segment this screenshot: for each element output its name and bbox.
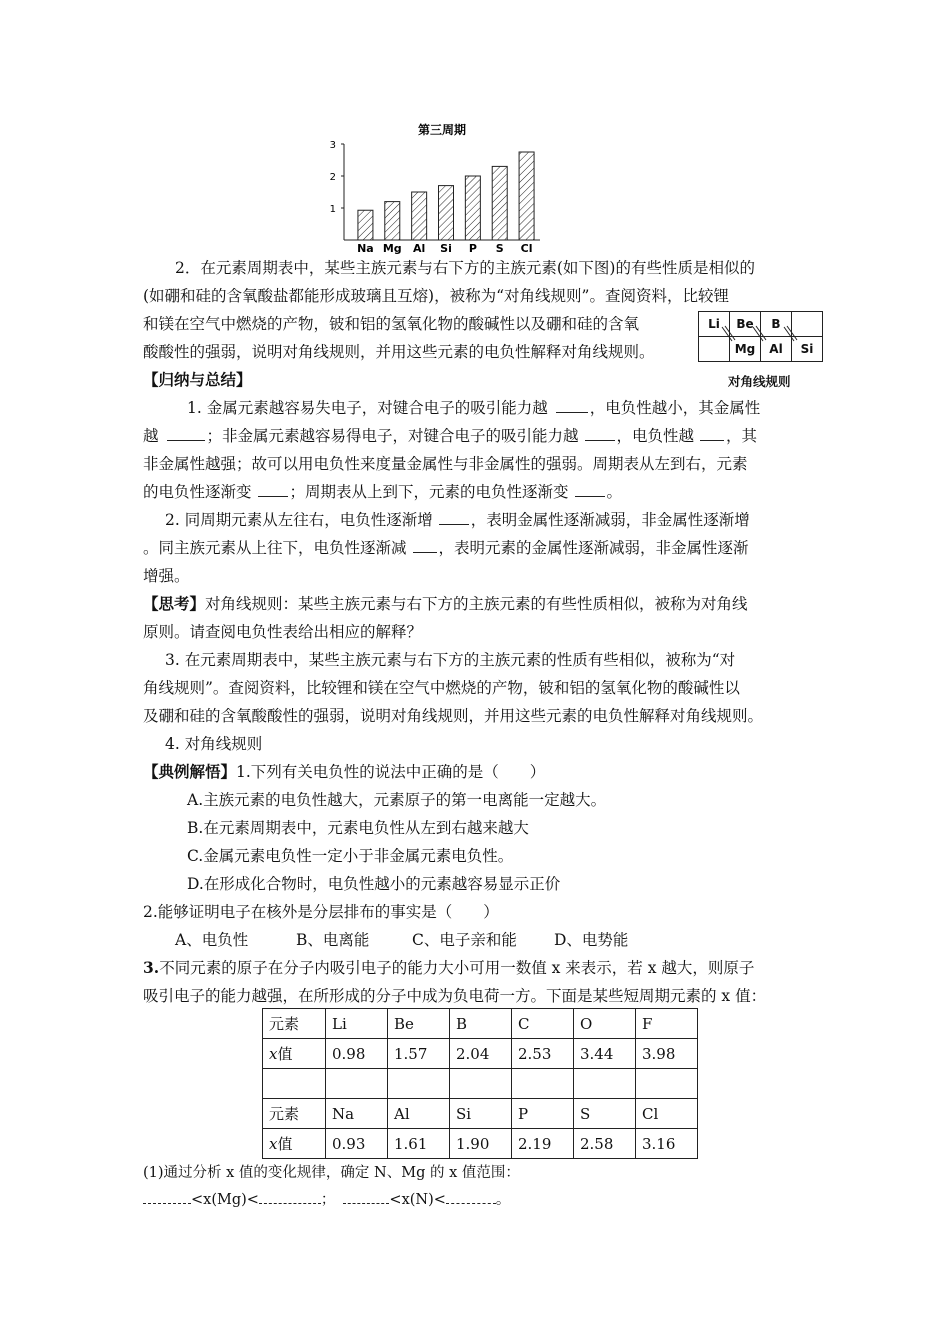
row-header-cell (263, 1069, 326, 1099)
table-cell: 3.98 (636, 1039, 698, 1069)
answer-blank[interactable] (585, 426, 615, 441)
table-cell: O (574, 1009, 636, 1039)
q1-option-a: A.主族元素的电负性越大，元素原子的第一电离能一定越大。 (187, 791, 607, 809)
summary-text: ，电负性越 (616, 427, 695, 445)
cell-al: Al (760, 336, 792, 362)
bar (412, 192, 427, 240)
y-tick-label: 1 (329, 204, 336, 215)
table-cell: Be (388, 1009, 450, 1039)
table-cell: 2.19 (512, 1129, 574, 1159)
table-cell (512, 1069, 574, 1099)
summary-text: ；非金属元素越容易得电子，对键合电子的吸引能力越 (206, 427, 579, 445)
row-header-cell: x值 (263, 1039, 326, 1069)
q2-line-1: 2．在元素周期表中，某些主族元素与右下方的主族元素(如下图)的有些性质是相似的 (175, 259, 755, 277)
table-cell: C (512, 1009, 574, 1039)
table-cell: 3.16 (636, 1129, 698, 1159)
y-tick-label: 3 (329, 140, 336, 151)
table-row (263, 1129, 698, 1159)
summary-text: ，表明金属性逐渐减弱，非金属性逐渐增 (470, 511, 750, 529)
table-cell (636, 1069, 698, 1099)
answer-blank[interactable] (143, 1189, 191, 1204)
summary-p1-line-3: 非金属性越强；故可以用电负性来度量金属性与非金属性的强弱。周期表从左到右，元素 (143, 455, 748, 473)
summary-text: 2. 同周期元素从左往右，电负性逐渐增 (165, 511, 433, 529)
table-cell: 2.58 (574, 1129, 636, 1159)
table-row (263, 1069, 698, 1099)
end-mark: 。 (495, 1192, 511, 1208)
table-cell: Na (326, 1099, 388, 1129)
sub1-line-1: (1)通过分析 x 值的变化规律，确定 N、Mg 的 x 值范围： (143, 1165, 520, 1181)
item4: 4. 对角线规则 (165, 735, 263, 753)
answer-blank[interactable] (446, 1189, 496, 1204)
x-tick-label: Na (357, 242, 374, 255)
answer-blank[interactable] (413, 538, 437, 553)
table-cell: 2.53 (512, 1039, 574, 1069)
q1-option-d: D.在形成化合物时，电负性越小的元素越容易显示正价 (187, 875, 561, 893)
table-cell (450, 1069, 512, 1099)
table-cell: 0.98 (326, 1039, 388, 1069)
cell-li: Li (698, 311, 730, 337)
row-header-cell: 元素 (263, 1009, 326, 1039)
q2-stem: 2.能够证明电子在核外是分层排布的事实是（ ） (143, 903, 499, 921)
table-cell: 0.93 (326, 1129, 388, 1159)
period3-electronegativity-chart (318, 122, 548, 258)
q2-option-a: A、电负性 (175, 931, 249, 949)
summary-p2-line-3: 增强。 (143, 567, 190, 585)
q2-line-4: 酸酸性的强弱，说明对角线规则，并用这些元素的电负性解释对角线规则。 (143, 343, 655, 361)
summary-text: ，其 (726, 427, 758, 445)
table-cell: Cl (636, 1099, 698, 1129)
summary-heading: 【归纳与总结】 (143, 370, 252, 389)
item3-line-2: 角线规则”。查阅资料，比较锂和镁在空气中燃烧的产物，铍和铝的氢氧化物的酸碱性以 (143, 679, 740, 697)
summary-p1-line-4 (143, 481, 622, 503)
summary-text: ，电负性越小，其金属性 (589, 399, 761, 417)
bar (439, 186, 454, 240)
row-header-cell: x值 (263, 1129, 326, 1159)
answer-blank[interactable] (259, 1189, 321, 1204)
chart-title: 第三周期 (417, 123, 467, 137)
table-cell: Al (388, 1099, 450, 1129)
think-line-1 (143, 593, 748, 615)
table-cell: Si (450, 1099, 512, 1129)
q2-line-2: (如硼和硅的含氧酸盐都能形成玻璃且互熔)，被称为“对角线规则”。查阅资料，比较锂 (143, 287, 729, 305)
example-label: 【典例解悟】 (143, 762, 237, 781)
cell-be: Be (729, 311, 761, 337)
x-tick-label: Si (440, 242, 452, 255)
q2-option-d: D、电势能 (554, 931, 629, 949)
cell-b: B (760, 311, 792, 337)
row-header-cell: 元素 (263, 1099, 326, 1129)
cell-si: Si (791, 336, 823, 362)
think-label: 【思考】 (143, 594, 206, 613)
answer-blank[interactable] (556, 398, 588, 413)
x-tick-label: S (495, 242, 504, 255)
table-cell: S (574, 1099, 636, 1129)
table-cell: Li (326, 1009, 388, 1039)
table-cell: F (636, 1009, 698, 1039)
table-cell (574, 1069, 636, 1099)
summary-text: 。同主族元素从上往下，电负性逐渐减 (143, 539, 407, 557)
electronegativity-table (262, 1008, 698, 1159)
answer-blank[interactable] (700, 426, 724, 441)
n-range: <x(N)< (389, 1192, 446, 1208)
table-cell: 1.57 (388, 1039, 450, 1069)
q3-text: 不同元素的原子在分子内吸引电子的能力大小可用一数值 x 来表示，若 x 越大，则原子 (159, 959, 755, 977)
bar (358, 210, 373, 240)
table-cell: P (512, 1099, 574, 1129)
cell-mg: Mg (729, 336, 761, 362)
table-row (263, 1009, 698, 1039)
summary-text: 越 (143, 427, 159, 445)
summary-text: ；周期表从上到下，元素的电负性逐渐变 (289, 483, 569, 501)
q1-option-c: C.金属元素电负性一定小于非金属元素电负性。 (187, 847, 514, 865)
q1-stem: 1.下列有关电负性的说法中正确的是（ ） (236, 763, 546, 781)
x-tick-label: P (468, 242, 477, 255)
table-cell: 2.04 (450, 1039, 512, 1069)
summary-text: ，表明元素的金属性逐渐减弱，非金属性逐渐 (438, 539, 749, 557)
table-cell: B (450, 1009, 512, 1039)
table-cell: 1.61 (388, 1129, 450, 1159)
summary-text: 。 (606, 483, 623, 501)
answer-blank[interactable] (343, 1189, 389, 1204)
q3-number: 3. (143, 958, 160, 977)
answer-blank[interactable] (167, 426, 205, 441)
table-cell (326, 1069, 388, 1099)
summary-p1-line-2 (143, 425, 757, 447)
q3-line-1 (143, 957, 754, 979)
bar (465, 176, 480, 240)
table-row (263, 1039, 698, 1069)
x-tick-label: Al (412, 242, 426, 255)
q2-option-c: C、电子亲和能 (412, 931, 517, 949)
summary-text: 的电负性逐渐变 (143, 483, 252, 501)
table-cell: 1.90 (450, 1129, 512, 1159)
bar (492, 166, 507, 240)
q2-line-3: 和镁在空气中燃烧的产物，铍和铝的氢氧化物的酸碱性以及硼和硅的含氧 (143, 315, 640, 333)
answer-blank[interactable] (575, 482, 605, 497)
table-row (263, 1099, 698, 1129)
x-tick-label: Mg (382, 242, 402, 255)
table-cell (388, 1069, 450, 1099)
x-tick-label: Cl (520, 242, 533, 255)
diagonal-marks (698, 311, 824, 363)
item3-line-1: 3. 在元素周期表中，某些主族元素与右下方的主族元素的性质有些相似，被称为“对 (165, 651, 736, 669)
think-text: 对角线规则：某些主族元素与右下方的主族元素的有些性质相似，被称为对角线 (205, 595, 748, 613)
q2-option-b: B、电离能 (296, 931, 370, 949)
answer-blank[interactable] (439, 510, 469, 525)
think-line-2: 原则。请查阅电负性表给出相应的解释？ (143, 623, 423, 641)
answer-blank[interactable] (258, 482, 288, 497)
q3-line-2: 吸引电子的能力越强，在所形成的分子中成为负电荷一方。下面是某些短周期元素的 x 值： (143, 987, 767, 1005)
q1-option-b: B.在元素周期表中，元素电负性从左到右越来越大 (187, 819, 529, 837)
summary-p1-line-1 (187, 397, 760, 419)
sub1-line-2 (143, 1189, 510, 1211)
mg-range: <x(Mg)< (191, 1192, 259, 1208)
separator: ； (320, 1192, 336, 1208)
item3-line-3: 及硼和硅的含氧酸酸性的强弱，说明对角线规则，并用这些元素的电负性解释对角线规则。 (143, 707, 764, 725)
y-tick-label: 2 (329, 172, 336, 183)
bar (519, 152, 534, 240)
diagram-caption: 对角线规则 (728, 374, 791, 389)
summary-p2-line-1 (165, 509, 750, 531)
example-q1 (143, 761, 545, 783)
summary-p2-line-2 (143, 537, 749, 559)
table-cell: 3.44 (574, 1039, 636, 1069)
bar (385, 202, 400, 240)
summary-text: 1. 金属元素越容易失电子，对键合电子的吸引能力越 (187, 399, 548, 417)
